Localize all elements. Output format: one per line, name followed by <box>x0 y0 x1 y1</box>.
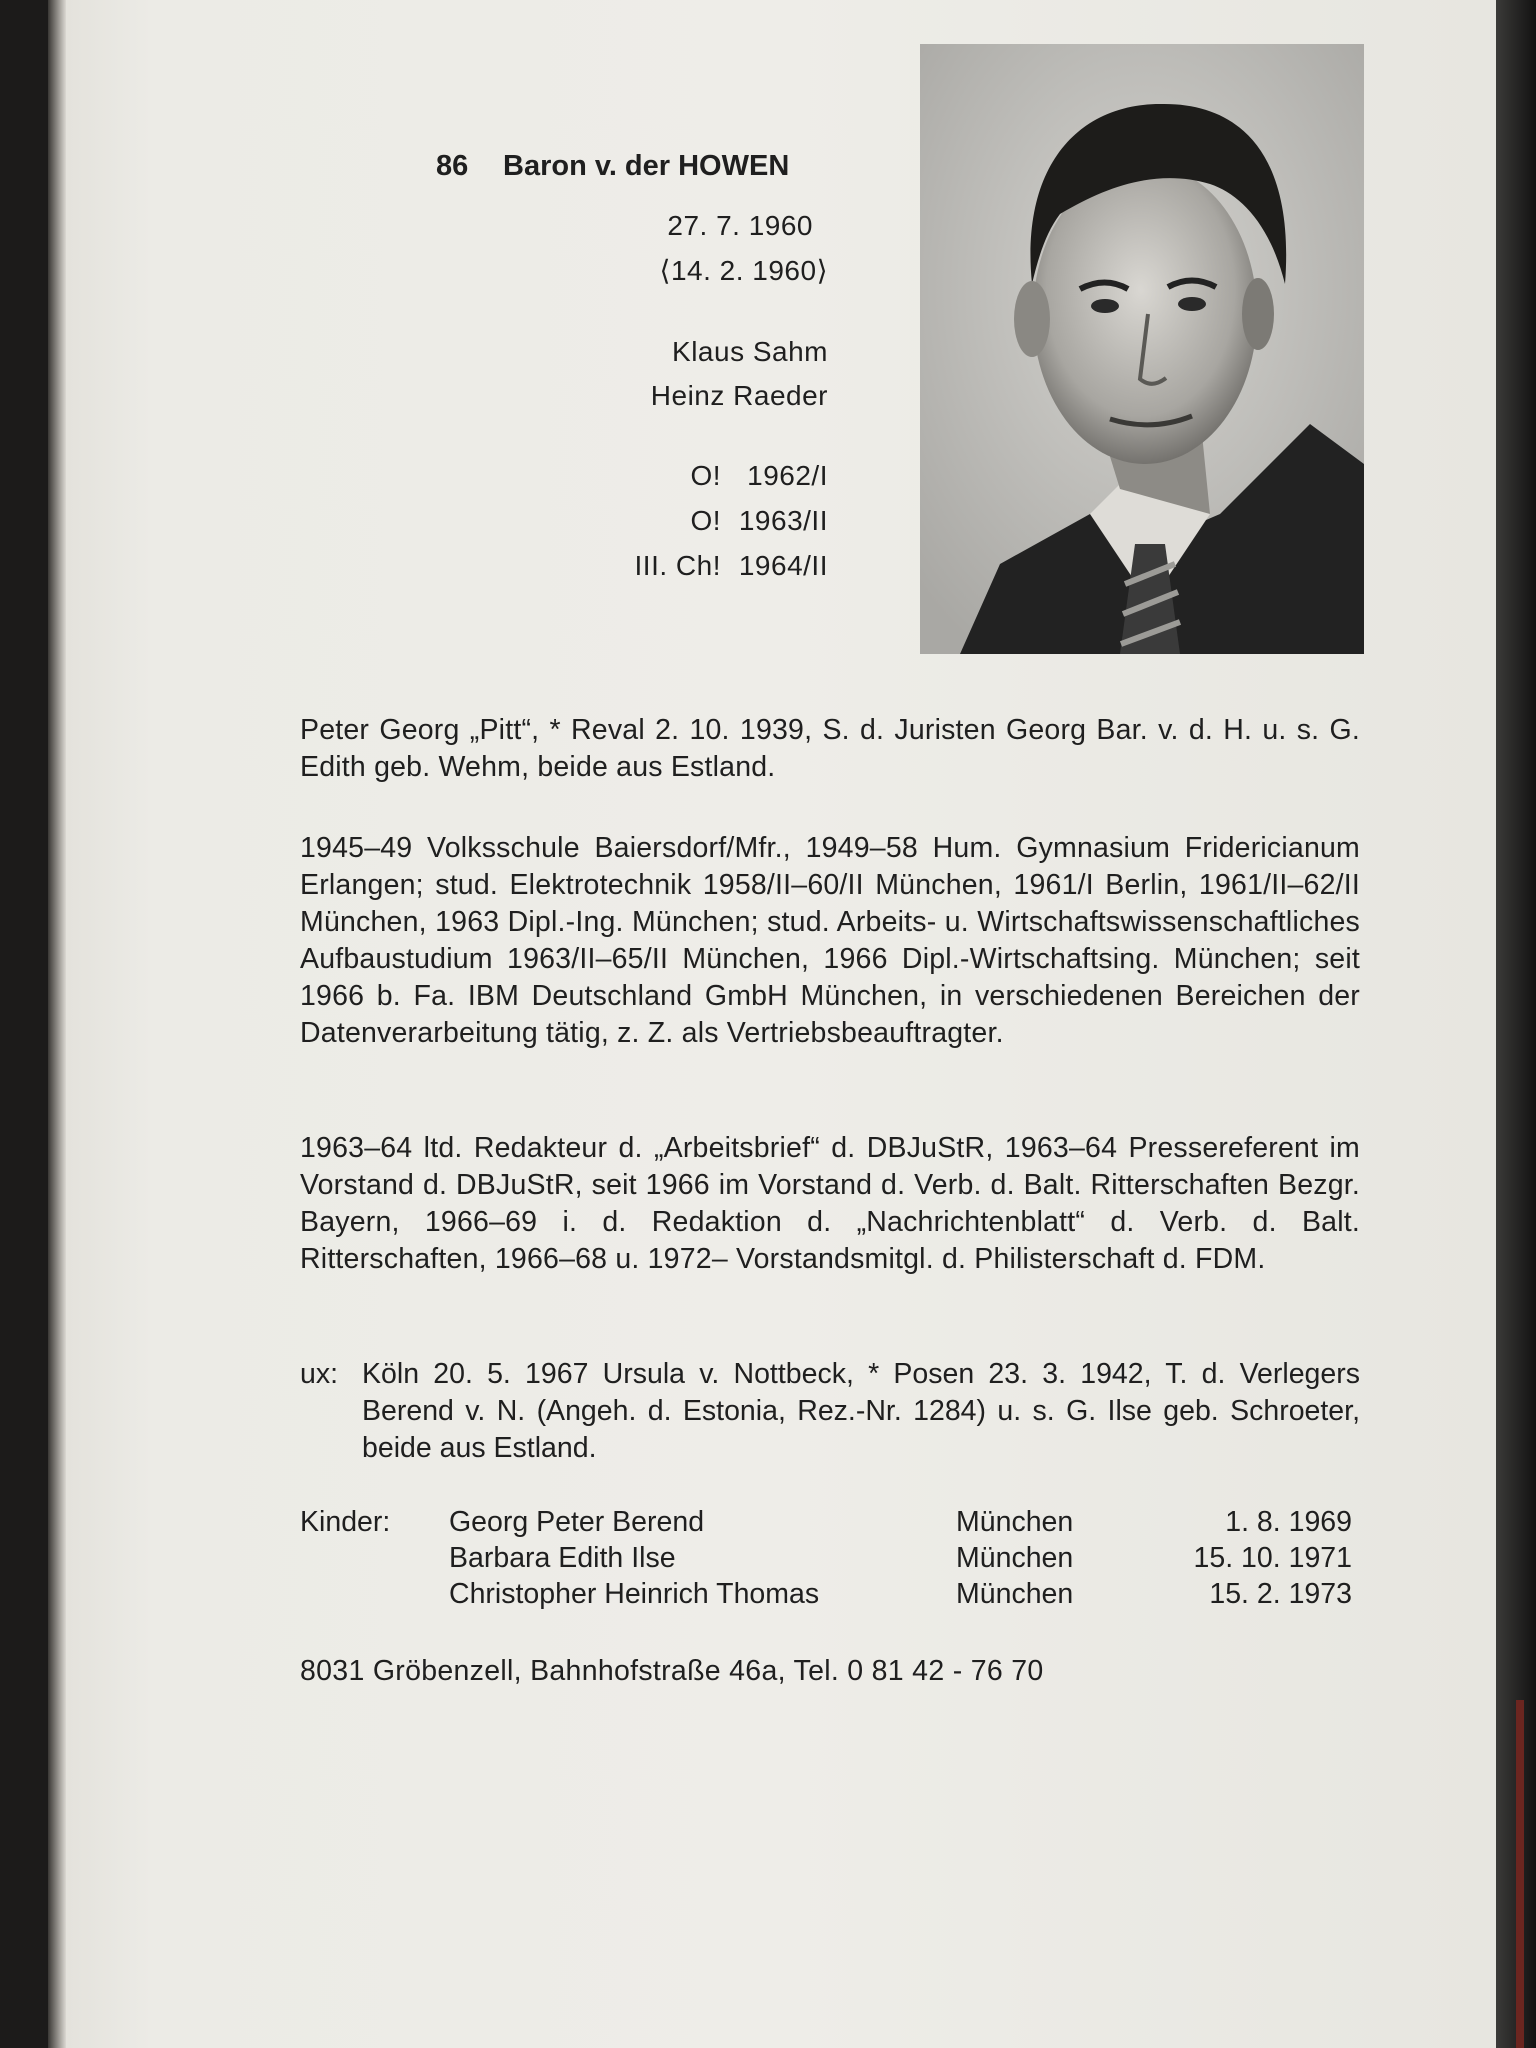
child-name: Christopher Heinrich Thomas <box>449 1578 820 1610</box>
paragraph-birth: Peter Georg „Pitt“, * Reval 2. 10. 1939, S. d. Juristen Georg Bar. v. d. H. u. s. G. Edith geb. Wehm, beide aus Estland. <box>300 714 1360 783</box>
sponsor-1: Klaus Sahm <box>672 336 828 367</box>
child-date: 1. 8. 1969 <box>1225 1506 1352 1538</box>
entry-date-bracketed: ⟨14. 2. 1960⟩ <box>659 255 828 286</box>
child-date: 15. 2. 1973 <box>1209 1578 1352 1610</box>
marriage-entry <box>300 1356 1360 1467</box>
sponsor-2: Heinz Raeder <box>650 380 828 411</box>
paragraph-education: 1945–49 Volksschule Baiersdorf/Mfr., 1949–58 Hum. Gymnasium Fridericianum Erlangen; stud. Elektrotechnik 1958/II–60/II München, 1961/I Berlin, 1961/II–62/II München, 1963 Dipl.-Ing. München; stud. Arbeits- u. Wirtschaftswissenschaftliches Aufbaustudium 1963/II–65/II München, 1966 Dipl.-Wirtschaftsing. München; seit 1966 b. Fa. IBM Deutschland GmbH München, in verschiedenen Bereichen der Datenverarbeitung tätig, z. Z. als Vertriebsbeauftragter. <box>300 832 1360 1049</box>
portrait-photo <box>920 44 1364 654</box>
office-term: 1963/II <box>738 505 828 536</box>
office-term: 1964/II <box>738 550 828 581</box>
marriage-label: ux: <box>300 1358 339 1390</box>
child-name: Barbara Edith Ilse <box>449 1542 676 1574</box>
marriage-text: Köln 20. 5. 1967 Ursula v. Nottbeck, * Posen 23. 3. 1942, T. d. Verlegers Berend v. N. (Angeh. d. Estonia, Rez.-Nr. 1284) u. s. G. Ilse geb. Schroeter, beide aus Estland. <box>362 1358 1360 1464</box>
paragraph-activities: 1963–64 ltd. Redakteur d. „Arbeitsbrief“ d. DBJuStR, 1963–64 Pressereferent im Vorstand d. DBJuStR, seit 1966 im Vorstand d. Verb. d. Balt. Ritterschaften Bezgr. Bayern, 1966–69 i. d. Redaktion d. „Nachrichtenblatt“ d. Verb. d. Balt. Ritterschaften, 1966–68 u. 1972– Vorstandsmitgl. d. Philisterschaft d. FDM. <box>300 1132 1360 1275</box>
office-title: O! <box>690 505 721 536</box>
child-date: 15. 10. 1971 <box>1193 1542 1352 1574</box>
entry-name: Baron v. der HOWEN <box>503 150 790 182</box>
office-title: III. Ch! <box>634 550 721 581</box>
portrait-image <box>920 44 1364 654</box>
child-row <box>300 1578 1380 1614</box>
children-label: Kinder: <box>300 1506 391 1538</box>
office-title: O! <box>690 460 721 491</box>
entry-number: 86 <box>436 150 469 182</box>
child-row <box>300 1542 1380 1578</box>
child-place: München <box>956 1542 1074 1574</box>
child-row <box>300 1506 1380 1542</box>
child-place: München <box>956 1578 1074 1610</box>
entry-date: 27. 7. 1960 <box>667 210 813 241</box>
children-list <box>300 1506 1380 1614</box>
child-name: Georg Peter Berend <box>449 1506 705 1538</box>
address-line: 8031 Gröbenzell, Bahnhofstraße 46a, Tel. 0 81 42 - 76 70 <box>300 1655 1044 1687</box>
office-term: 1962/I <box>747 460 828 491</box>
child-place: München <box>956 1506 1074 1538</box>
bookmark-ribbon <box>1516 1700 1524 2048</box>
